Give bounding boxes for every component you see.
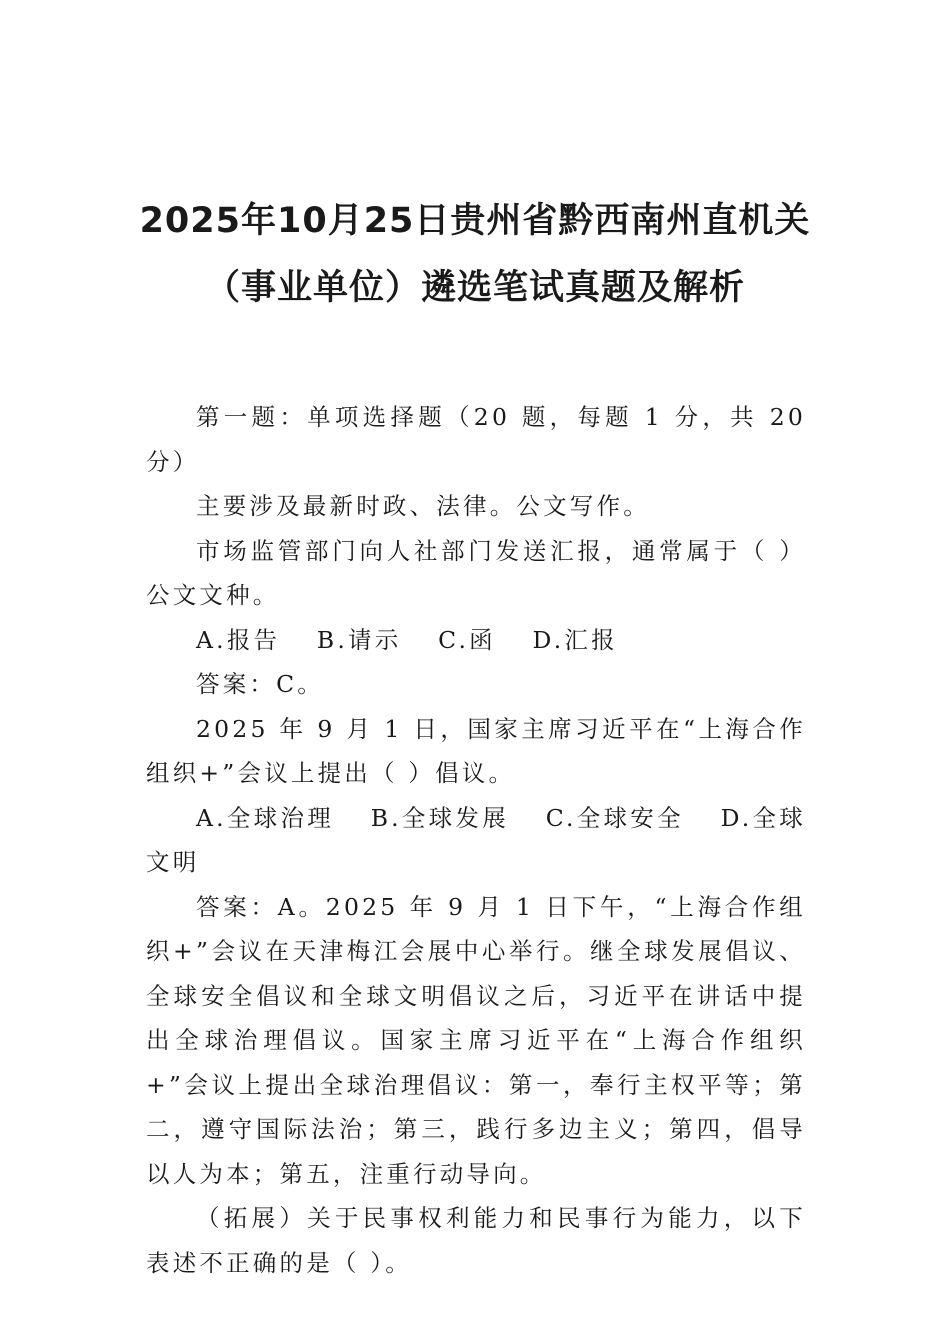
section-heading: 第一题：单项选择题（20 题，每题 1 分，共 20 分）	[146, 403, 806, 476]
option-d: D.汇报	[532, 625, 618, 654]
question-2-options	[146, 796, 806, 885]
document-body	[146, 395, 806, 1285]
question-3-stem: （拓展）关于民事权利能力和民事行为能力，以下表述不正确的是（ ）。	[146, 1204, 806, 1277]
question-1-stem: 市场监管部门向人社部门发送汇报，通常属于（ ）公文文种。	[146, 536, 806, 609]
question-2-answer: 答案：A。2025 年 9 月 1 日下午，“上海合作组织+”会议在天津梅江会展中心举行。继全球发展倡议、全球安全倡议和全球文明倡议之后，习近平在讲话中提出全球治理倡议。国家主席习近平在“上海合作组织+”会议上提出全球治理倡议：第一，奉行主权平等；第二，遵守国际法治；第三，践行多边主义；第四，倡导以人为本；第五，注重行动导向。	[146, 892, 806, 1188]
document-title-line-1: 2025年10月25日贵州省黔西南州直机关	[139, 201, 811, 241]
option-a: A.全球治理	[196, 803, 334, 832]
option-b: B.请示	[316, 625, 402, 654]
question-1-answer: 答案：C。	[196, 670, 324, 698]
question-1-options	[146, 618, 806, 663]
option-c: C.函	[438, 625, 496, 654]
document-title-line-2: （事业单位）遴选笔试真题及解析	[204, 268, 745, 308]
option-c: C.全球安全	[545, 803, 684, 832]
section-scope: 主要涉及最新时政、法律。公文写作。	[196, 492, 650, 520]
question-2-stem: 2025 年 9 月 1 日，国家主席习近平在“上海合作组织+”会议上提出（ ）倡议。	[146, 714, 806, 787]
option-a: A.报告	[196, 625, 281, 654]
option-d: D.全球文明	[146, 803, 806, 876]
option-b: B.全球发展	[370, 803, 509, 832]
